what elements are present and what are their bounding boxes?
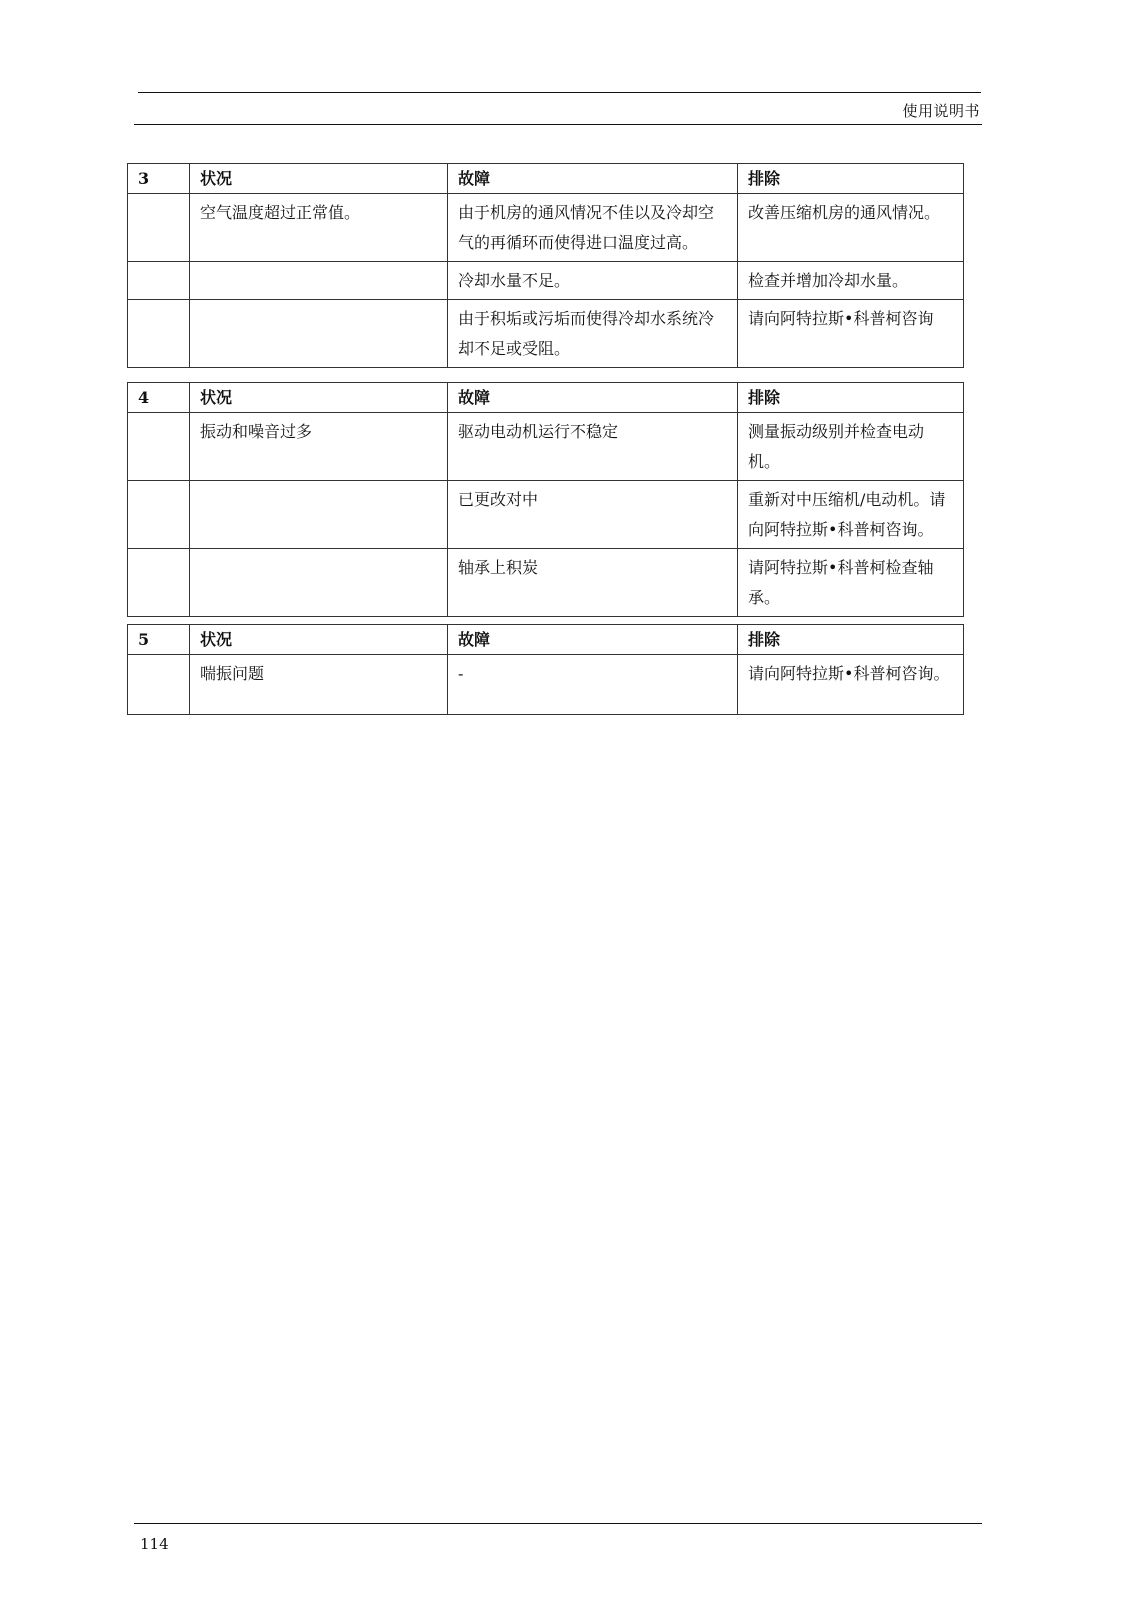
column-header-condition: 状况 [190, 625, 448, 655]
troubleshooting-table-5 [127, 624, 964, 715]
fault-cell: 已更改对中 [448, 481, 738, 549]
condition-cell [190, 262, 448, 300]
condition-cell: 喘振问题 [190, 655, 448, 715]
condition-cell [190, 481, 448, 549]
remedy-cell: 请向阿特拉斯•科普柯咨询。 [738, 655, 964, 715]
index-cell [128, 655, 190, 715]
table-number: 3 [128, 164, 190, 194]
table-row [128, 481, 964, 549]
index-cell [128, 194, 190, 262]
table-header-row [128, 164, 964, 194]
fault-cell: 由于积垢或污垢而使得冷却水系统冷却不足或受阻。 [448, 300, 738, 368]
index-cell [128, 481, 190, 549]
condition-cell [190, 300, 448, 368]
table-number: 5 [128, 625, 190, 655]
table-row [128, 655, 964, 715]
header-rule-top [138, 92, 981, 93]
remedy-cell: 测量振动级别并检查电动机。 [738, 413, 964, 481]
table-row [128, 194, 964, 262]
column-header-remedy: 排除 [738, 625, 964, 655]
page-number: 114 [140, 1535, 169, 1553]
table-number: 4 [128, 383, 190, 413]
remedy-cell: 请向阿特拉斯•科普柯咨询 [738, 300, 964, 368]
table-row [128, 262, 964, 300]
condition-cell [190, 549, 448, 617]
index-cell [128, 549, 190, 617]
column-header-remedy: 排除 [738, 383, 964, 413]
column-header-fault: 故障 [448, 625, 738, 655]
table-row [128, 549, 964, 617]
condition-cell: 振动和噪音过多 [190, 413, 448, 481]
header-rule-bottom [134, 124, 982, 125]
index-cell [128, 300, 190, 368]
troubleshooting-table-4 [127, 382, 964, 617]
document-title: 使用说明书 [902, 102, 980, 120]
column-header-condition: 状况 [190, 383, 448, 413]
remedy-cell: 请阿特拉斯•科普柯检查轴承。 [738, 549, 964, 617]
remedy-cell: 检查并增加冷却水量。 [738, 262, 964, 300]
remedy-cell: 改善压缩机房的通风情况。 [738, 194, 964, 262]
index-cell [128, 262, 190, 300]
table-header-row [128, 625, 964, 655]
remedy-cell: 重新对中压缩机/电动机。请向阿特拉斯•科普柯咨询。 [738, 481, 964, 549]
column-header-fault: 故障 [448, 164, 738, 194]
fault-cell: 冷却水量不足。 [448, 262, 738, 300]
fault-cell: 驱动电动机运行不稳定 [448, 413, 738, 481]
troubleshooting-table-3 [127, 163, 964, 368]
index-cell [128, 413, 190, 481]
table-row [128, 413, 964, 481]
fault-cell: 轴承上积炭 [448, 549, 738, 617]
condition-cell: 空气温度超过正常值。 [190, 194, 448, 262]
column-header-fault: 故障 [448, 383, 738, 413]
fault-cell: - [448, 655, 738, 715]
table-header-row [128, 383, 964, 413]
footer-rule [134, 1523, 982, 1524]
fault-cell: 由于机房的通风情况不佳以及冷却空气的再循环而使得进口温度过高。 [448, 194, 738, 262]
table-row [128, 300, 964, 368]
column-header-remedy: 排除 [738, 164, 964, 194]
column-header-condition: 状况 [190, 164, 448, 194]
